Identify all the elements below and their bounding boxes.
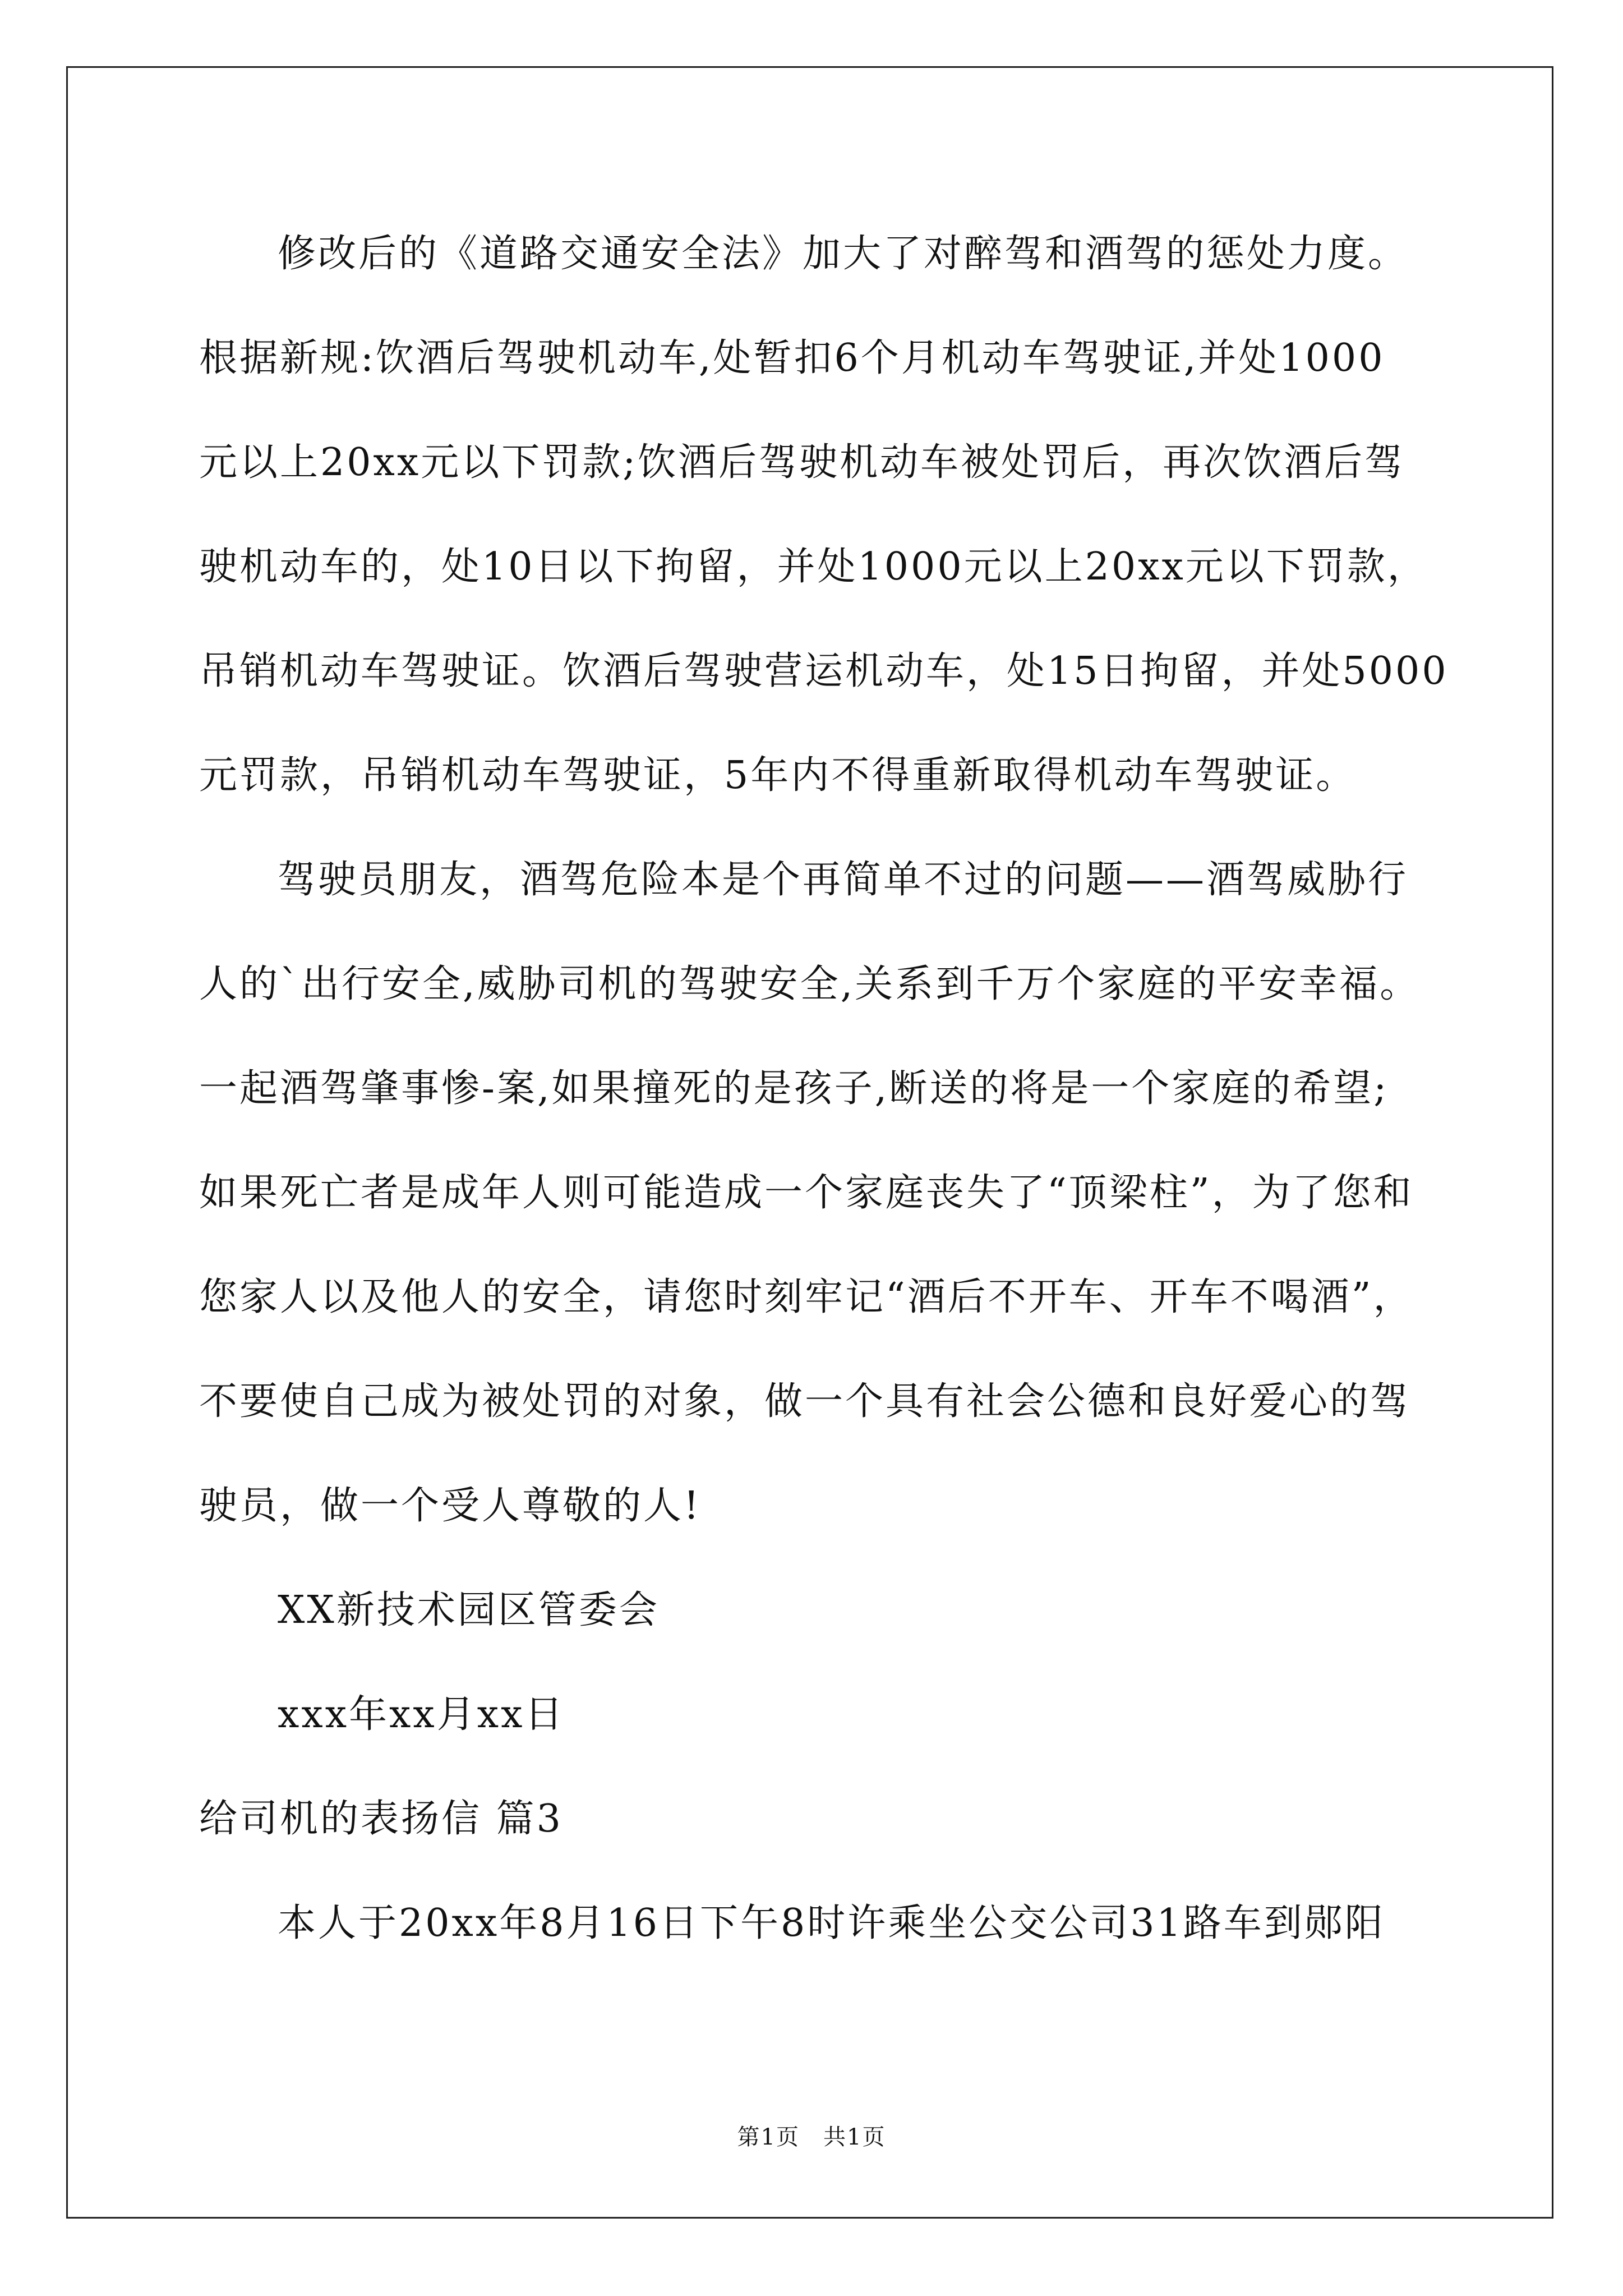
paragraph-line: 人的`出行安全,威胁司机的驾驶安全,关系到千万个家庭的平安幸福。 [199,962,1421,1006]
paragraph-line: 本人于20xx年8月16日下午8时许乘坐公交公司31路车到郧阳 [278,1901,1385,1945]
paragraph-line: 如果死亡者是成年人则可能造成一个家庭丧失了“顶梁柱”，为了您和 [199,1171,1414,1215]
paragraph-line: 驶员，做一个受人尊敬的人! [199,1484,702,1528]
paragraph-line: 吊销机动车驾驶证。饮酒后驾驶营运机动车，处15日拘留，并处5000 [199,649,1449,693]
paragraph-line: 元罚款，吊销机动车驾驶证，5年内不得重新取得机动车驾驶证。 [199,753,1357,798]
paragraph-line: 元以上20xx元以下罚款;饮酒后驾驶机动车被处罚后，再次饮酒后驾 [199,440,1405,485]
page-footer: 第1页 共1页 [737,2124,886,2150]
paragraph-line: 您家人以及他人的安全，请您时刻牢记“酒后不开车、开车不喝酒”， [199,1275,1414,1319]
paragraph-line: 修改后的《道路交通安全法》加大了对醉驾和酒驾的惩处力度。 [278,232,1409,276]
paragraph-line: 不要使自己成为被处罚的对象，做一个具有社会公德和良好爱心的驾 [199,1379,1411,1424]
section-heading: 给司机的表扬信 篇3 [199,1797,563,1841]
paragraph-line: 根据新规:饮酒后驾驶机动车,处暂扣6个月机动车驾驶证,并处1000 [199,336,1385,380]
signature-date: xxx年xx月xx日 [278,1692,565,1737]
paragraph-line: 驾驶员朋友，酒驾危险本是个再简单不过的问题——酒驾威胁行 [278,858,1409,902]
signature-organization: XX新技术园区管委会 [278,1588,660,1632]
paragraph-line: 一起酒驾肇事惨-案,如果撞死的是孩子,断送的将是一个家庭的希望; [199,1066,1389,1111]
document-body [199,202,1449,1976]
paragraph-line: 驶机动车的，处10日以下拘留，并处1000元以上20xx元以下罚款， [199,545,1428,589]
